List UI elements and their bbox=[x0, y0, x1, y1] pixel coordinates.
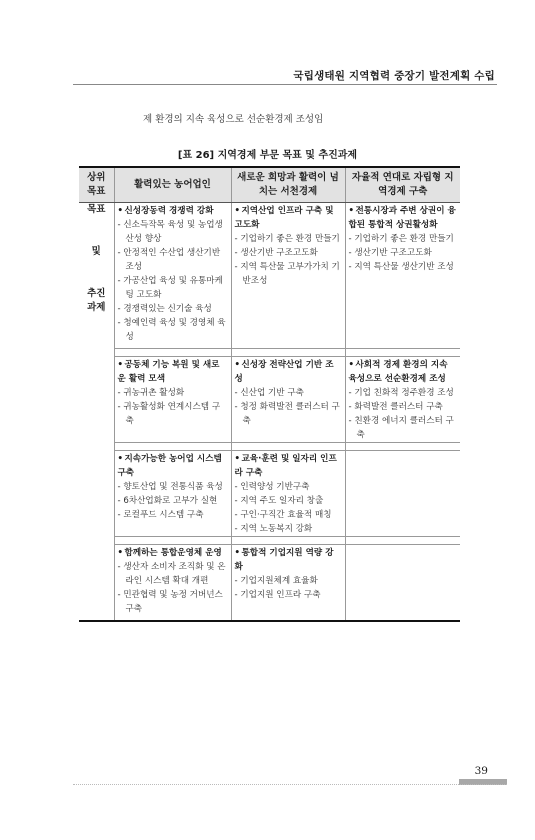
task-cell bbox=[231, 203, 345, 349]
header-vibrant-farmers: 활력있는 농어업인 bbox=[114, 167, 231, 203]
task-item: - 생산자 소비자 조직화 및 온라인 시스템 확대 개편 bbox=[117, 562, 226, 586]
intro-text: 제 환경의 지속 육성으로 선순환경제 조성임 bbox=[143, 114, 324, 125]
task-item: - 안정적인 수산업 생산기반 조성 bbox=[117, 248, 221, 272]
task-item: - 청정 화력발전 클러스터 구축 bbox=[234, 402, 340, 426]
task-item: - 향토산업 및 전통식품 육성 bbox=[117, 482, 223, 492]
task-item: - 지역 주도 일자리 창출 bbox=[234, 496, 324, 506]
task-cell bbox=[114, 451, 231, 537]
task-title: • 신성장 전략산업 기반 조성 bbox=[234, 360, 334, 384]
task-cell bbox=[231, 545, 345, 622]
task-item: - 기업지원 인프라 구축 bbox=[234, 590, 321, 600]
task-item: - 6차산업화로 고부가 실현 bbox=[117, 496, 218, 506]
header-rule bbox=[73, 84, 497, 85]
task-item: - 귀농귀촌 활성화 bbox=[117, 388, 185, 398]
task-title: • 통합적 기업지원 역량 강화 bbox=[234, 548, 334, 572]
empty-cell bbox=[345, 545, 460, 622]
footer-rule bbox=[73, 784, 507, 785]
task-cell bbox=[231, 357, 345, 443]
task-title: • 전통시장과 주변 상권이 융합된 통합적 상권활성화 bbox=[348, 206, 456, 230]
row-header-and: 및 bbox=[91, 246, 101, 257]
task-item: - 구인·구직간 효율적 매칭 bbox=[234, 510, 332, 520]
task-item: - 민관협력 및 농정 거버넌스 구축 bbox=[117, 590, 223, 614]
task-item: - 신산업 기반 구축 bbox=[234, 388, 304, 398]
task-title: • 함께하는 통합운영체 운영 bbox=[117, 548, 222, 558]
task-cell bbox=[114, 357, 231, 443]
header-seocheon-economy: 새로운 희망과 활력이 넘치는 서천경제 bbox=[231, 167, 345, 203]
empty-cell bbox=[345, 451, 460, 537]
task-item: - 기업지원체계 효율화 bbox=[234, 576, 318, 586]
task-cell bbox=[345, 203, 460, 349]
row-header-goal: 목표 bbox=[87, 204, 106, 215]
task-item: - 로컬푸드 시스템 구축 bbox=[117, 510, 204, 520]
task-item: - 기업 친화적 정주환경 조성 bbox=[348, 388, 454, 398]
task-item: - 생산기반 구조고도화 bbox=[348, 248, 432, 258]
task-item: - 귀농활성화 연계시스템 구축 bbox=[117, 402, 221, 426]
task-item: - 신소득작목 육성 및 농업생산성 향상 bbox=[117, 220, 223, 244]
task-item: - 화력발전 클러스터 구축 bbox=[348, 402, 443, 412]
task-item: - 친환경 에너지 클러스터 구축 bbox=[348, 416, 454, 440]
header-upper-goal: 상위 목표 bbox=[79, 167, 114, 203]
task-title: • 지속가능한 농어업 시스템 구축 bbox=[117, 454, 222, 478]
task-cell bbox=[231, 451, 345, 537]
task-cell bbox=[114, 203, 231, 349]
running-header-title: 국립생태원 지역협력 중장기 발전계획 수립 bbox=[293, 70, 495, 82]
task-title: • 교육·훈련 및 일자리 인프라 구축 bbox=[234, 454, 337, 478]
table-caption: [표 26] 지역경제 부문 목표 및 추진과제 bbox=[177, 150, 358, 161]
task-title: • 공동체 기능 복원 및 새로운 활력 모색 bbox=[117, 360, 220, 384]
task-item: - 청예인력 육성 및 경영체 육성 bbox=[117, 318, 226, 342]
task-item: - 기업하기 좋은 환경 만들기 bbox=[348, 234, 454, 244]
page-number: 39 bbox=[474, 765, 488, 777]
task-title: • 지역산업 인프라 구축 및 고도화 bbox=[234, 206, 334, 230]
task-title: • 신성장동력 경쟁력 강화 bbox=[117, 206, 214, 216]
task-title: • 사회적 경제 환경의 지속 육성으로 선순환경제 조성 bbox=[348, 360, 448, 384]
task-item: - 생산기반 구조고도화 bbox=[234, 248, 318, 258]
task-cell bbox=[345, 357, 460, 443]
task-item: - 지역 특산물 고부가가치 기반조성 bbox=[234, 262, 340, 286]
task-item: - 경쟁력있는 신기술 육성 bbox=[117, 304, 212, 314]
task-item: - 지역 특산물 생산기반 조성 bbox=[348, 262, 454, 272]
task-cell bbox=[114, 545, 231, 622]
task-item: - 지역 노동복지 강화 bbox=[234, 524, 313, 534]
task-item: - 인력양성 기반구축 bbox=[234, 482, 310, 492]
header-self-reliant-economy: 자율적 연대로 자립형 지역경제 구축 bbox=[345, 167, 460, 203]
task-item: - 기업하기 좋은 환경 만들기 bbox=[234, 234, 340, 244]
goals-table bbox=[79, 166, 460, 622]
task-item: - 가공산업 육성 및 유통마케팅 고도화 bbox=[117, 276, 223, 300]
row-header-goals-tasks bbox=[79, 203, 114, 622]
row-header-tasks: 추진 과제 bbox=[87, 288, 106, 313]
